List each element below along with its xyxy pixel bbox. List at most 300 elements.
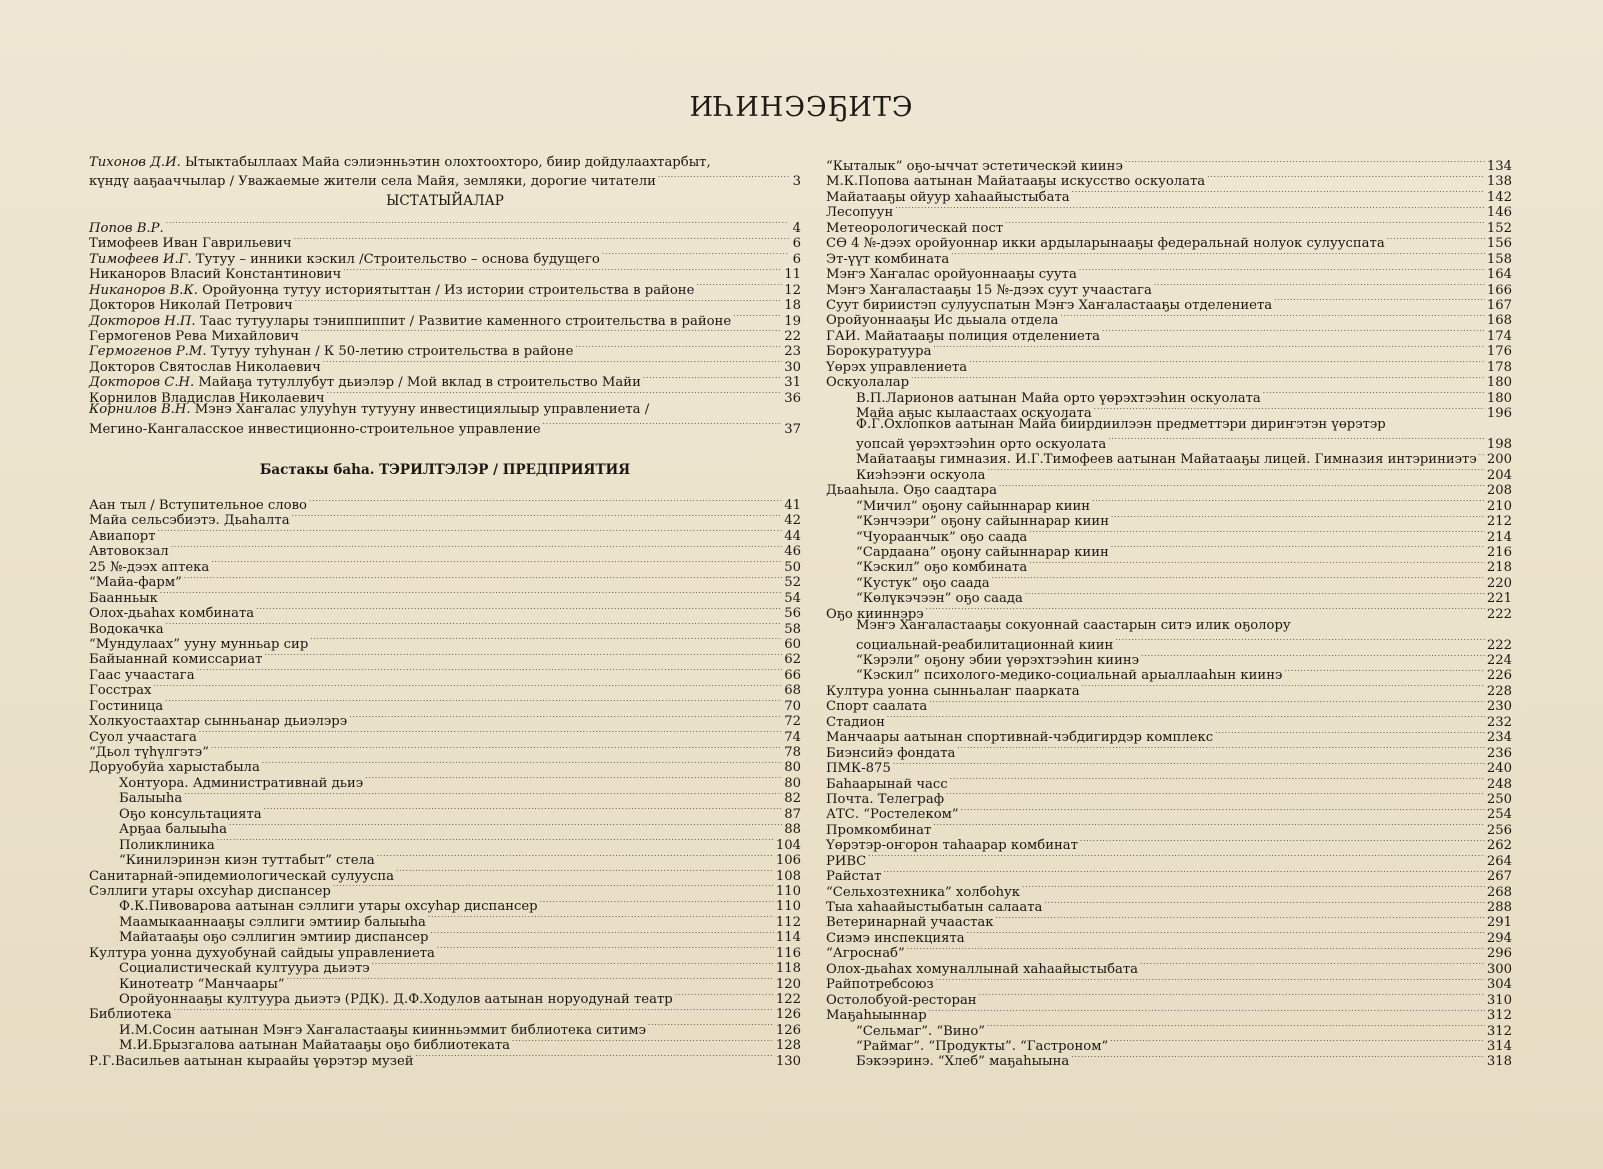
leader-dots: [428, 911, 774, 926]
last-article-text-2: Мегино-Кангаласское инвестиционно-строительное управление: [89, 421, 541, 437]
entry-page: 318: [1486, 1054, 1512, 1070]
leader-dots: [933, 819, 1485, 834]
entry-page: 204: [1486, 467, 1512, 483]
entry-page: 30: [784, 359, 801, 375]
leader-dots: [327, 387, 783, 402]
toc-row: [826, 417, 1512, 432]
entry-text: Оҕо кииннэрэ: [826, 606, 924, 622]
entry-page: 18: [784, 298, 801, 314]
leader-dots: [887, 711, 1485, 726]
entry-page: 294: [1486, 930, 1512, 946]
entry-page: 267: [1486, 869, 1512, 885]
entry-page: 296: [1486, 946, 1512, 962]
leader-dots: [166, 217, 789, 232]
entry-page: 234: [1486, 730, 1512, 746]
leader-dots: [217, 834, 774, 849]
leader-dots: [416, 1050, 774, 1065]
entry-page: 46: [784, 544, 801, 560]
entry-page: 164: [1486, 267, 1512, 283]
entry-text: “Кэскил” оҕо комбината: [856, 560, 1028, 576]
entry-text: Үөрэтэр-оҥорон таһаарар комбинат: [826, 838, 1078, 854]
toc-row: [826, 217, 1512, 236]
entry-title: [119, 930, 429, 945]
leader-dots: [957, 742, 1484, 757]
entry-text: ГАИ. Майатааҕы полиция отделениета: [826, 328, 1100, 344]
entry-text: Култура уонна сынньалаҥ паарката: [826, 683, 1080, 699]
entry-page: 288: [1486, 900, 1512, 915]
entry-text: Социалистическай култуура дьиэтэ: [119, 961, 370, 977]
entry-page: 312: [1486, 1008, 1512, 1024]
leader-dots: [295, 294, 782, 309]
leader-dots: [1071, 1050, 1485, 1065]
toc-row: [826, 618, 1512, 633]
entry-title: [826, 252, 949, 267]
leader-dots: [1025, 587, 1485, 602]
entry-title: [826, 715, 885, 730]
leader-dots: [540, 895, 774, 910]
entry-page: 146: [1486, 205, 1512, 221]
toc-row: [89, 602, 801, 622]
entry-page: 304: [1486, 977, 1512, 993]
entry-text: Култура уонна духуобунай сайдыы управлениета: [89, 945, 435, 961]
entry-title: [826, 1008, 927, 1023]
intro-author: Тихонов Д.И.: [89, 155, 181, 170]
toc-row: [826, 881, 1512, 900]
toc-row: [89, 1019, 801, 1038]
toc-row: [826, 711, 1512, 730]
leader-dots: [999, 479, 1485, 494]
leader-dots: [437, 942, 774, 957]
entry-page: 220: [1486, 575, 1512, 591]
entry-author: Тимофеев И.Г.: [89, 251, 192, 267]
leader-dots: [377, 849, 774, 864]
toc-row: [826, 865, 1512, 885]
leader-dots: [1029, 526, 1485, 541]
entry-page: 222: [1486, 606, 1512, 622]
entry-text: Ф.К.Пивоварова аатынан сэллиги утары охсуһар диспансер: [119, 899, 538, 915]
entry-page: 210: [1486, 498, 1512, 514]
entry-text: Поликлиника: [119, 837, 215, 853]
leader-dots: [1263, 387, 1485, 402]
leader-dots: [1154, 279, 1485, 294]
leader-dots: [158, 525, 783, 540]
article-row: [89, 232, 801, 252]
entry-page: 104: [775, 837, 801, 853]
leader-dots: [229, 818, 782, 833]
leader-dots: [933, 340, 1484, 355]
entry-text: Майа аҕыс кылаастаах оскуолата: [856, 406, 1092, 421]
entry-text: Майаҕа тутуллубут дьиэлэр / Мой вклад в строительство Майи: [198, 375, 641, 391]
leader-dots: [987, 1020, 1485, 1035]
entry-text: Кинотеатр “Манчаары”: [119, 976, 285, 992]
entry-text: “Кыталык” оҕо-ыччат эстетическэй киинэ: [826, 159, 1123, 174]
entry-title: [826, 854, 866, 869]
entry-page: 158: [1486, 251, 1512, 267]
toc-row: [826, 695, 1512, 715]
leader-dots: [310, 633, 782, 648]
leader-dots: [1111, 541, 1485, 556]
leader-dots: [1102, 325, 1485, 340]
entry-page: 58: [784, 621, 801, 637]
leader-dots: [372, 957, 774, 972]
toc-row: [826, 603, 1512, 622]
entry-page: 174: [1486, 328, 1512, 344]
section-subtitle: ТЭРИЛТЭЛЭР / ПРЕДПРИЯТИЯ: [379, 462, 631, 478]
toc-row: [826, 726, 1512, 746]
entry-text: “Кинилэринэн киэн туттабыт” стела: [119, 853, 375, 869]
entry-title: [89, 498, 307, 513]
entry-title: [826, 313, 1058, 328]
entry-text: “Көлүкэчээн” оҕо саада: [856, 591, 1023, 607]
toc-row: [826, 634, 1512, 653]
entry-text: В.П.Ларионов аатынан Майа орто үөрэхтээһин оскуолата: [856, 390, 1261, 406]
entry-text: “Кустук” оҕо саада: [856, 575, 990, 591]
entry-title: [856, 638, 1113, 653]
entry-text: Санитарнай-эпидемиологическай сулууспа: [89, 868, 394, 884]
leader-dots: [648, 1019, 774, 1034]
entry-text: “Раймаг”. “Продукты”. “Гастроном”: [856, 1038, 1109, 1054]
leader-dots: [256, 602, 782, 617]
leader-dots: [979, 989, 1485, 1004]
entry-text: Гаас учаастага: [89, 667, 195, 683]
entry-page: 196: [1486, 406, 1512, 421]
entry-page: 218: [1486, 560, 1512, 576]
entry-text: 25 №-дээх аптека: [89, 559, 210, 575]
entry-text: Доруобуйа харыстабыла: [89, 760, 260, 776]
last-article-author: Корнилов В.Н.: [89, 402, 191, 418]
entry-title: [826, 946, 905, 961]
entry-title: [856, 530, 1027, 545]
entry-text: М.К.Попова аатынан Майатааҕы искусство оскуолата: [826, 174, 1206, 190]
entry-text: Автовокзал: [89, 544, 169, 560]
entry-text: “Сельхозтехника” холбоһук: [826, 884, 1021, 900]
entry-text: Авиапорт: [89, 528, 156, 544]
entry-text: Остолобуой-ресторан: [826, 992, 977, 1008]
leader-dots: [895, 201, 1485, 216]
entry-text: Дьааһыла. Оҕо саадтара: [826, 483, 997, 499]
entry-title: [856, 1054, 1069, 1069]
toc-row: [826, 433, 1512, 452]
entry-title: [856, 437, 1106, 452]
entry-text: И.М.Сосин аатынан Мэҥэ Хаҥаластааҕы киинньэммит библиотека ситимэ: [119, 1022, 647, 1038]
toc-row: [89, 803, 801, 822]
entry-text: Олох-дьаһах комбината: [89, 606, 255, 622]
toc-row: [826, 371, 1512, 391]
entry-text: Водокачка: [89, 621, 164, 637]
leader-dots: [1072, 186, 1485, 201]
toc-row: [89, 494, 801, 513]
entry-page: 254: [1486, 807, 1512, 823]
entry-page: 88: [784, 822, 801, 838]
toc-row: [89, 787, 801, 807]
entry-title: [89, 544, 169, 559]
leader-dots: [197, 664, 783, 679]
entry-text: “Мичил” оҕону сайыннарар киин: [856, 498, 1091, 514]
entry-text: Корнилов Владислав Николаевич: [89, 390, 325, 406]
entry-title: [119, 822, 227, 837]
entry-text: Сиэмэ инспекцията: [826, 930, 965, 946]
entry-text: Аан тыл / Вступительное слово: [89, 498, 307, 513]
entry-text: Р.Г.Васильев аатынан кыраайы үөрэтэр музей: [89, 1053, 414, 1069]
leader-dots: [1080, 834, 1485, 849]
entry-page: 130: [775, 1053, 801, 1069]
entry-title: [119, 838, 215, 853]
leader-dots: [1215, 726, 1485, 741]
entry-page: 68: [784, 683, 801, 699]
entry-page: 166: [1486, 282, 1512, 298]
entry-page: 106: [775, 853, 801, 869]
last-article-line-1: [89, 402, 801, 417]
leader-dots: [868, 850, 1485, 865]
entry-text: Оройуонңа тутуу историятыттан / Из истории строительства в районе: [202, 282, 695, 298]
entry-text: Ветеринарнай учаастак: [826, 915, 994, 931]
entry-page: 228: [1486, 683, 1512, 699]
leader-dots: [1022, 881, 1485, 896]
entry-page: 31: [784, 375, 801, 391]
entry-text: Майатааҕы ойуур хаһаайыстыбата: [826, 189, 1070, 205]
entry-page: 248: [1486, 776, 1512, 792]
leader-dots: [264, 648, 782, 663]
entry-page: 78: [784, 745, 801, 760]
leader-dots: [1479, 448, 1485, 463]
entry-page: 221: [1486, 591, 1512, 607]
entry-text: Үөрэх управлениета: [826, 359, 968, 375]
entry-text: Гермогенов Рева Михайлович: [89, 328, 300, 344]
toc-row: [826, 850, 1512, 869]
leader-dots: [1079, 263, 1485, 278]
entry-text: Тутуу туһунан / К 50-летию строительства в районе: [210, 344, 574, 360]
entry-title: [826, 375, 909, 390]
entry-page: 128: [775, 1038, 801, 1054]
entry-page: 236: [1486, 745, 1512, 761]
entry-title: [89, 760, 260, 775]
entry-text: Олох-дьаһах хомуналлынай хаһаайыстыбата: [826, 961, 1139, 977]
entry-page: 214: [1486, 529, 1512, 545]
entry-page: 70: [784, 698, 801, 714]
leader-dots: [575, 340, 782, 355]
entry-text: “Мундулаах” ууну мунньар сир: [89, 636, 309, 652]
toc-row: [89, 587, 801, 606]
leader-dots: [301, 325, 782, 340]
entry-text: Тыа хаһаайыстыбатын салаата: [826, 900, 1043, 915]
entry-author: Попов В.Р.: [89, 220, 164, 236]
entry-author: Никаноров В.К.: [89, 282, 198, 298]
toc-row: [89, 525, 801, 544]
entry-page: 268: [1486, 884, 1512, 900]
entry-author: Докторов С.Н.: [89, 375, 195, 391]
entry-text: Оройуоннааҕы култуура дьиэтэ (РДК). Д.Ф.Ходулов аатынан норуодунай театр: [119, 992, 673, 1007]
leader-dots: [1111, 510, 1485, 525]
entry-text: Стадион: [826, 714, 885, 730]
leader-dots: [309, 494, 782, 509]
entry-page: 112: [775, 914, 801, 930]
entry-text: Майатааҕы гимназия. И.Г.Тимофеев аатынан Майатааҕы лицей. Гимназия интэриниэтэ: [856, 452, 1477, 468]
entry-page: 230: [1486, 699, 1512, 715]
entry-text: Оскуолалар: [826, 375, 910, 391]
entry-title: [119, 791, 182, 806]
toc-row: [89, 710, 801, 730]
toc-row: [89, 664, 801, 683]
toc-row: [826, 387, 1512, 406]
entry-text: РИВС: [826, 853, 867, 869]
entry-page: 12: [784, 282, 801, 298]
entry-title: [89, 622, 164, 637]
entry-page: 291: [1486, 915, 1512, 931]
leader-dots: [333, 880, 774, 895]
leader-dots: [967, 927, 1485, 942]
leader-dots: [911, 371, 1485, 386]
entry-text: Балыыһа: [119, 791, 183, 807]
toc-row: [89, 695, 801, 714]
last-article-line-2: [89, 418, 801, 437]
toc-row: [826, 958, 1512, 977]
entry-title: [826, 267, 1077, 282]
entry-page: 138: [1486, 174, 1512, 190]
entry-text: Арҕаа балыыһа: [119, 822, 227, 838]
entry-text: Биэнсийэ фондата: [826, 745, 956, 761]
leader-dots: [1092, 495, 1485, 510]
entry-page: 80: [784, 760, 801, 776]
entry-text: “Кэскил” психолого-медико-социальнай арыаллааһын киинэ: [856, 668, 1283, 684]
leader-dots: [643, 371, 782, 386]
entry-text: Манчаары аатынан спортивнай-чэбдигирдэр комплекс: [826, 730, 1214, 746]
entry-title: [89, 683, 151, 698]
last-article-text-1: Мэнэ Хаҥалас улууһун тутууну инвестициялыыр управлениета /: [194, 402, 650, 418]
entry-page: 180: [1486, 390, 1512, 406]
entry-text: М.И.Брызгалова аатынан Майатааҕы оҕо библиотеката: [119, 1038, 511, 1054]
entry-title: [856, 417, 1386, 432]
entry-page: 314: [1486, 1038, 1512, 1054]
leader-dots: [1387, 232, 1485, 247]
entry-title: [826, 344, 931, 359]
leader-dots: [349, 710, 782, 725]
entry-page: 6: [792, 251, 801, 267]
toc-row: [826, 942, 1512, 962]
toc-row: [89, 1003, 801, 1023]
entry-title: [89, 236, 292, 251]
section-heading-enterprises: [89, 455, 801, 486]
entry-page: 110: [775, 899, 801, 915]
entry-text: Ф.Г.Охлопков аатынан Майа биирдиилээн предметтэри дириҥэтэн үөрэтэр: [856, 417, 1386, 433]
entry-author: Гермогенов Р.М.: [89, 344, 207, 360]
entry-title: [89, 1054, 414, 1069]
leader-dots: [733, 310, 782, 325]
entry-page: 256: [1486, 822, 1512, 838]
leader-dots: [1082, 680, 1485, 695]
entry-text: Суол учаастага: [89, 729, 197, 745]
entry-page: 50: [784, 559, 801, 575]
entry-text: Суут бириистэп сулууспатын Мэҥэ Хаҥаластааҕы отделениета: [826, 297, 1273, 313]
entry-text: Райпотребсоюз: [826, 977, 934, 993]
leader-dots: [929, 1004, 1485, 1019]
leader-dots: [907, 942, 1485, 957]
leader-dots: [211, 741, 782, 756]
entry-title: [89, 591, 158, 606]
section-heading-articles: ЫСТАТЫЙАЛАР: [386, 192, 504, 209]
entry-page: 212: [1486, 514, 1512, 530]
leader-dots: [1005, 217, 1485, 232]
intro-text-2: күндү ааҕааччылар / Уважаемые жители села Майя, земляки, дорогие читатели: [89, 174, 656, 190]
page-title: ИҺИНЭЭҔИТЭ: [689, 92, 914, 123]
entry-title: [856, 468, 985, 483]
entry-title: [826, 761, 891, 776]
leader-dots: [343, 263, 782, 278]
entry-page: 224: [1486, 653, 1512, 668]
entry-page: 250: [1486, 791, 1512, 807]
leader-dots: [184, 571, 782, 586]
entry-text: Спорт саалата: [826, 699, 928, 715]
leader-dots: [294, 232, 789, 247]
entry-text: СӨ 4 №-дээх оройуоннар икки ардыларынааҕы федеральнай нолуок сулууспата: [826, 236, 1385, 252]
entry-page: 6: [792, 236, 801, 252]
entry-title: [89, 730, 197, 745]
entry-text: Таас тутуулары тэниппиппит / Развитие каменного строительства в районе: [199, 313, 732, 329]
entry-title: [856, 618, 1291, 633]
leader-dots: [961, 803, 1485, 818]
leader-dots: [1044, 896, 1484, 911]
toc-row: [826, 155, 1512, 174]
entry-page: 87: [784, 806, 801, 822]
intro-page: 3: [792, 174, 801, 190]
entry-text: Мэҥэ Хаҥалас оройуоннааҕы суута: [826, 267, 1077, 283]
entry-page: 122: [775, 992, 801, 1007]
entry-text: Госстрах: [89, 683, 152, 699]
entry-text: Библиотека: [89, 1007, 172, 1023]
leader-dots: [946, 788, 1485, 803]
entry-title: [89, 267, 341, 282]
entry-text: Байыаннай комиссариат: [89, 652, 263, 668]
entry-page: 72: [784, 714, 801, 730]
entry-page: 114: [775, 930, 801, 946]
entry-title: [856, 1024, 985, 1039]
entry-text: уопсай үөрэхтээһин орто оскуолата: [856, 436, 1107, 452]
leader-dots: [199, 726, 782, 741]
toc-row: [89, 679, 801, 699]
entry-page: 300: [1486, 961, 1512, 977]
intro-text-1: Ытыктабыллаах Майа сэлиэнньэтин олохтоохторо, биир дойдулаахтарбыт,: [184, 155, 711, 170]
entry-title: [89, 1007, 172, 1022]
right-column: [826, 155, 1512, 1070]
entry-page: 176: [1486, 344, 1512, 360]
entry-text: Промкомбинат: [826, 822, 932, 838]
entry-title: [826, 869, 881, 884]
leader-dots: [512, 1034, 774, 1049]
leader-dots: [184, 787, 782, 802]
entry-text: АТС. “Ростелеком”: [826, 807, 959, 823]
leader-dots: [1141, 649, 1485, 664]
entry-text: Райстат: [826, 869, 882, 885]
leader-dots: [287, 973, 774, 988]
article-row: [89, 217, 801, 236]
entry-page: 36: [784, 390, 801, 406]
entry-title: [826, 221, 1003, 236]
entry-page: 66: [784, 667, 801, 683]
entry-text: Лесопуун: [826, 205, 894, 221]
entry-text: “Кэрэли” оҕону эбии үөрэхтээһин киинэ: [856, 653, 1140, 668]
leader-dots: [174, 1003, 774, 1018]
section-part: Бастакы баһа.: [259, 462, 375, 478]
entry-page: 41: [784, 498, 801, 513]
entry-title: [856, 576, 990, 591]
entry-title: [826, 777, 948, 792]
leader-dots: [996, 911, 1485, 926]
leader-dots: [1207, 170, 1485, 185]
entry-page: 82: [784, 791, 801, 807]
leader-dots: [992, 572, 1485, 587]
entry-page: 11: [784, 267, 801, 283]
entry-page: 74: [784, 729, 801, 745]
leader-dots: [929, 695, 1485, 710]
